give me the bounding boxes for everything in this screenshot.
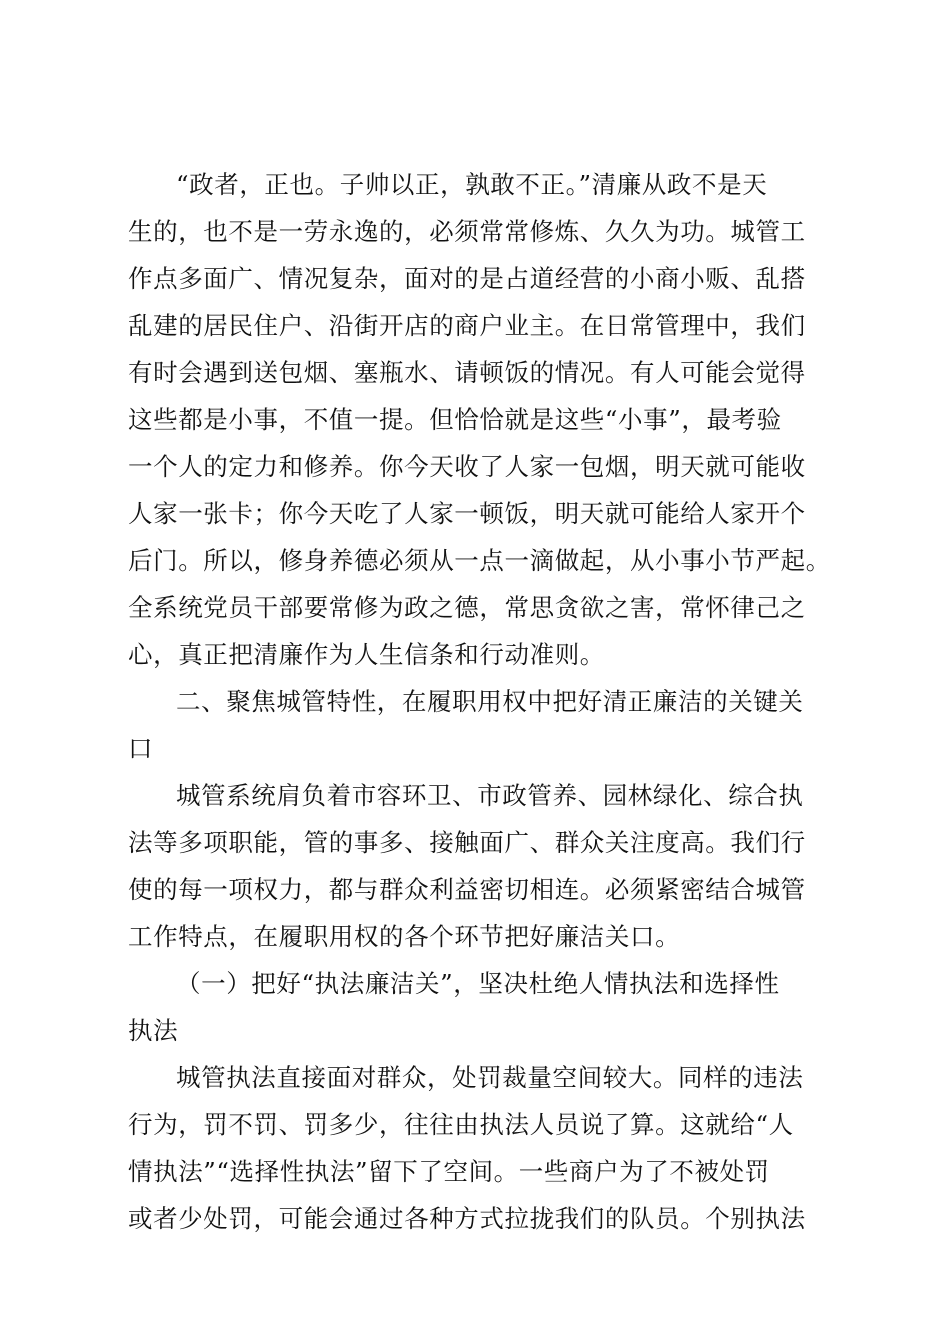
text-line: 生的，也不是一劳永逸的，必须常常修炼、久久为功。城管工 (128, 217, 806, 246)
text-line: “政者，正也。子帅以正，孰敢不正。”清廉从政不是天 (176, 170, 768, 199)
text-line: 情执法”“选择性执法”留下了空间。一些商户为了不被处罚 (128, 1157, 770, 1186)
text-line: 全系统党员干部要常修为政之德，常思贪欲之害，常怀律己之 (128, 593, 806, 622)
text-line: 法等多项职能，管的事多、接触面广、群众关注度高。我们行 (128, 828, 806, 857)
section-heading: 二、聚焦城管特性，在履职用权中把好清正廉洁的关键关 (176, 687, 804, 716)
text-line: 心，真正把清廉作为人生信条和行动准则。 (128, 640, 605, 669)
text-line: 后门。所以，修身养德必须从一点一滴做起，从小事小节严起。 (128, 546, 831, 575)
text-line: 这些都是小事，不值一提。但恰恰就是这些“小事”，最考验 (128, 405, 782, 434)
text-line: 城管执法直接面对群众，处罚裁量空间较大。同样的违法 (176, 1063, 804, 1092)
text-line: 使的每一项权力，都与群众利益密切相连。必须紧密结合城管 (128, 875, 806, 904)
subsection-heading-continued: 执法 (128, 1016, 179, 1045)
section-heading-continued: 口 (128, 734, 154, 763)
text-line: 有时会遇到送包烟、塞瓶水、请顿饭的情况。有人可能会觉得 (128, 358, 806, 387)
text-line: 作点多面广、情况复杂，面对的是占道经营的小商小贩、乱搭 (128, 264, 806, 293)
text-line: 人家一张卡；你今天吃了人家一顿饭，明天就可能给人家开个 (128, 499, 806, 528)
text-line: 工作特点，在履职用权的各个环节把好廉洁关口。 (128, 922, 681, 951)
text-line: 乱建的居民住户、沿街开店的商户业主。在日常管理中，我们 (128, 311, 806, 340)
subsection-heading: （一）把好“执法廉洁关”，坚决杜绝人情执法和选择性 (176, 969, 780, 998)
text-line: 城管系统肩负着市容环卫、市政管养、园林绿化、综合执 (176, 781, 804, 810)
text-line: 行为，罚不罚、罚多少，往往由执法人员说了算。这就给“人 (128, 1110, 794, 1139)
text-line: 或者少处罚，可能会通过各种方式拉拢我们的队员。个别执法 (128, 1204, 806, 1233)
text-line: 一个人的定力和修养。你今天收了人家一包烟，明天就可能收 (128, 452, 806, 481)
